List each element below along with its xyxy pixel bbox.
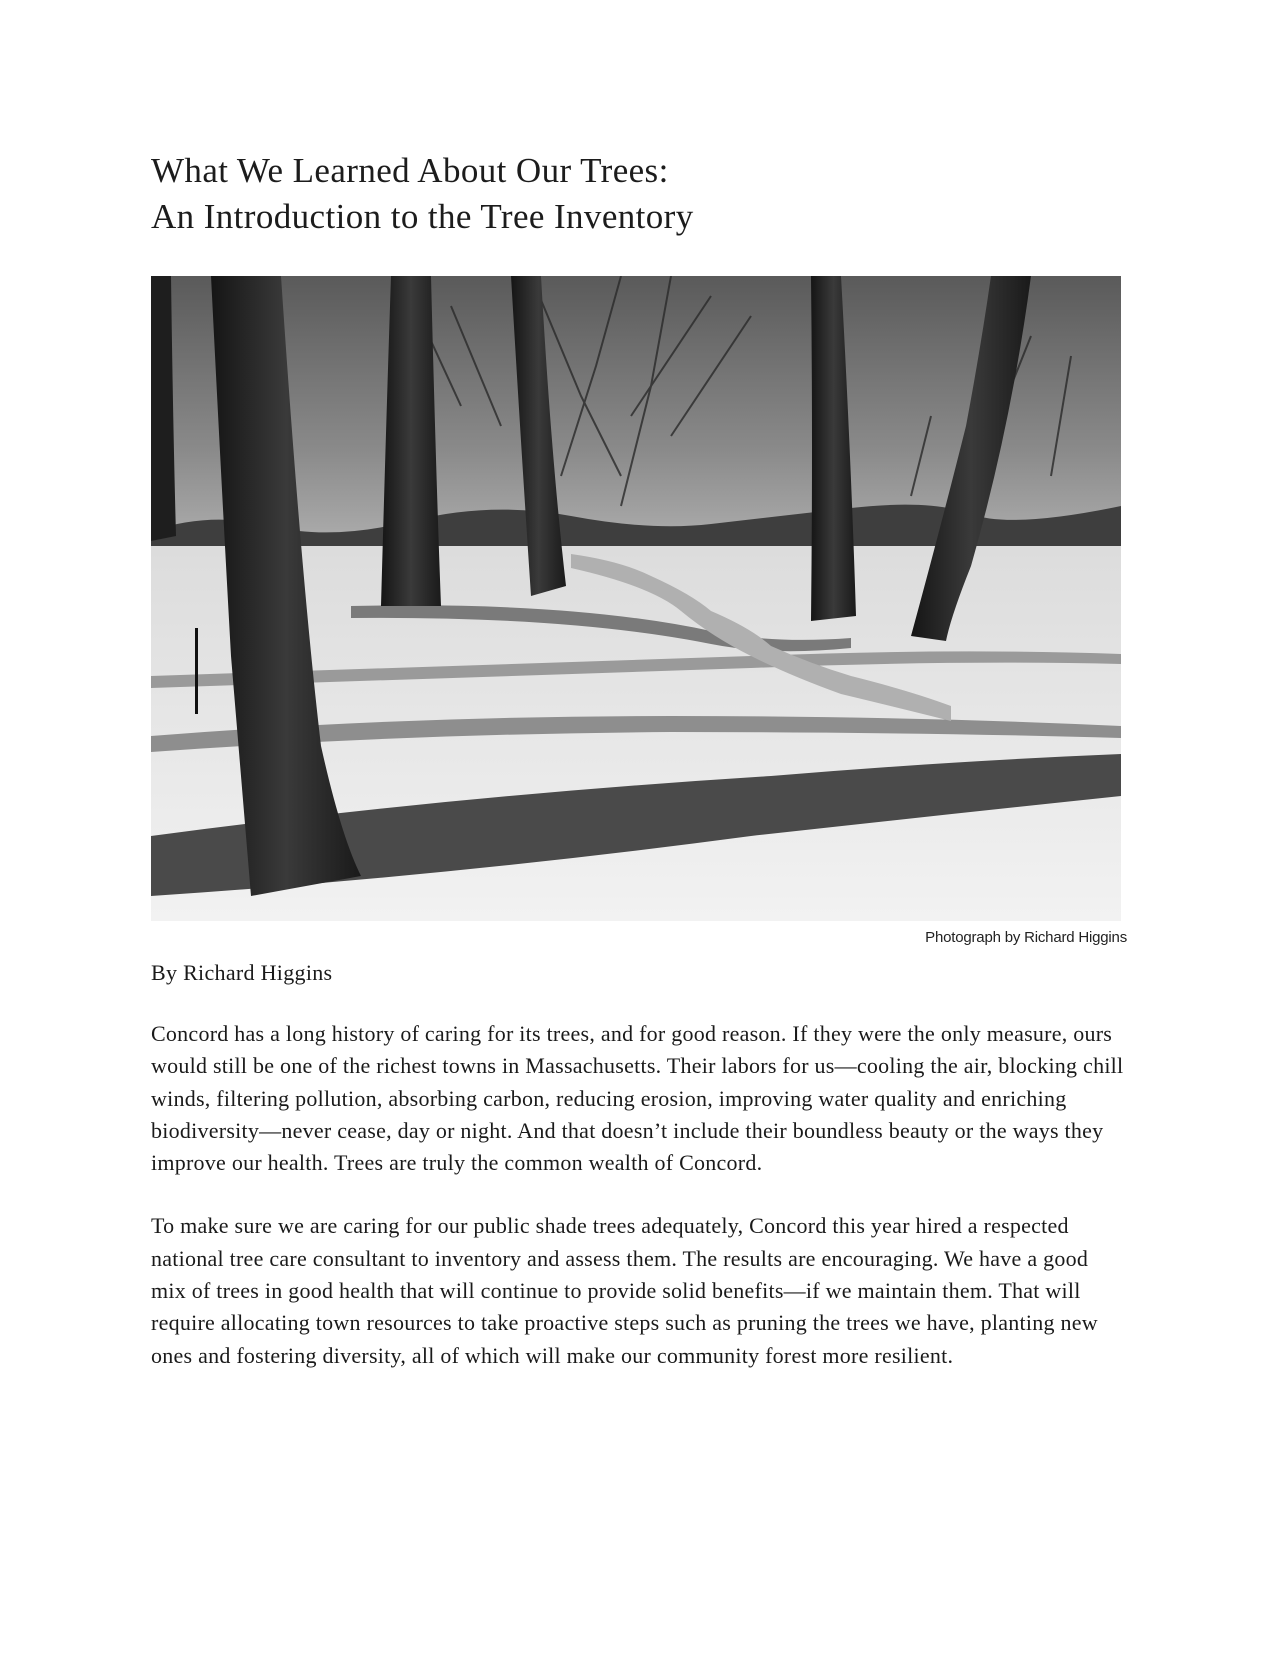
photo-illustration	[151, 276, 1121, 921]
paragraph-1: Concord has a long history of caring for its trees, and for good reason. If they were the only measure, ours would still be one of the richest towns in Massachusetts. Their labors for us—cooling the air, blocking chill winds, filtering pollution, absorbing carbon, reducing erosion, improving water quality and enriching biodiversity—never cease, day or night. And that doesn’t include their boundless beauty or the ways they improve our health. Trees are truly the common wealth of Concord.	[151, 1021, 1124, 1176]
article	[151, 148, 1126, 1372]
title-line-1: What We Learned About Our Trees:	[151, 151, 669, 190]
photo-credit: Photograph by Richard Higgins	[925, 929, 1127, 946]
page-title	[151, 148, 1126, 240]
winter-trees-photo	[151, 276, 1121, 921]
paragraph-2: To make sure we are caring for our public shade trees adequately, Concord this year hired a respected national tree care consultant to inventory and assess them. The results are encouraging. We have a good mix of trees in good health that will continue to provide solid benefits—if we maintain them. That will require allocating town resources to take proactive steps such as pruning the trees we have, planting new ones and fostering diversity, all of which will make our community forest more resilient.	[151, 1213, 1098, 1368]
byline: By Richard Higgins	[151, 960, 333, 985]
title-line-2: An Introduction to the Tree Inventory	[151, 197, 694, 236]
